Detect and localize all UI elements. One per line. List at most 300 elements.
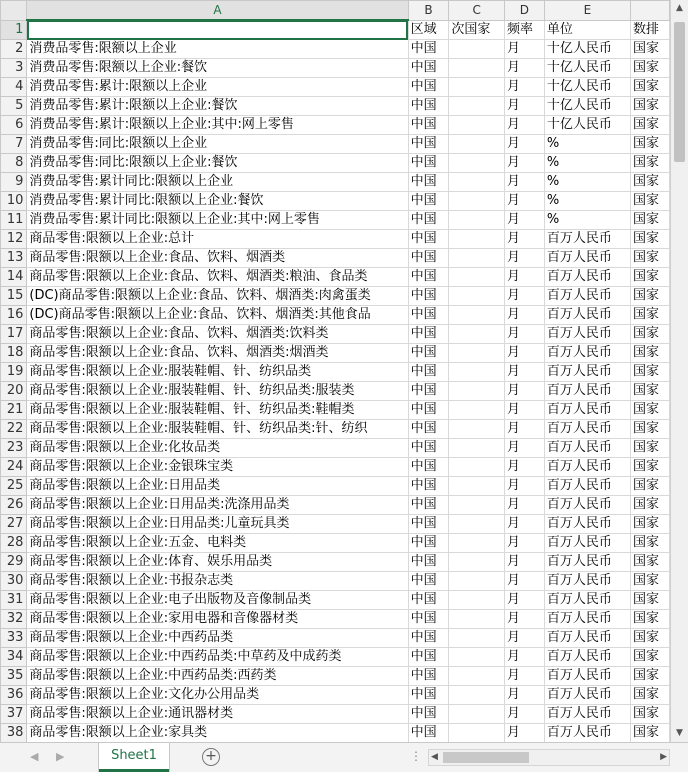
cell-b[interactable]: 中国 bbox=[408, 667, 449, 686]
cell-e[interactable]: 十亿人民币 bbox=[544, 40, 630, 59]
cell-a[interactable]: 消费品零售:累计:限额以上企业:其中:网上零售 bbox=[27, 116, 408, 135]
cell-a[interactable]: 商品零售:限额以上企业:电子出版物及音像制品类 bbox=[27, 591, 408, 610]
cell-f[interactable]: 国家 bbox=[630, 420, 669, 439]
row-header[interactable]: 10 bbox=[1, 192, 27, 211]
cell-c[interactable] bbox=[449, 325, 505, 344]
cell-c[interactable] bbox=[449, 382, 505, 401]
cell-d[interactable]: 月 bbox=[504, 401, 544, 420]
cell-c[interactable] bbox=[449, 477, 505, 496]
row-header[interactable]: 16 bbox=[1, 306, 27, 325]
cell-e[interactable]: 百万人民币 bbox=[544, 553, 630, 572]
cell-f[interactable]: 国家 bbox=[630, 648, 669, 667]
cell-e[interactable]: 百万人民币 bbox=[544, 306, 630, 325]
cell-d[interactable]: 月 bbox=[504, 306, 544, 325]
cell-d[interactable]: 月 bbox=[504, 211, 544, 230]
cell-c[interactable] bbox=[449, 135, 505, 154]
cell-e[interactable]: 百万人民币 bbox=[544, 230, 630, 249]
table-row bbox=[1, 591, 670, 610]
cell-a[interactable]: 消费品零售:累计同比:限额以上企业:其中:网上零售 bbox=[27, 211, 408, 230]
row-header[interactable]: 1 bbox=[1, 20, 27, 40]
cell-a[interactable]: 商品零售:限额以上企业:金银珠宝类 bbox=[27, 458, 408, 477]
cell-c[interactable] bbox=[449, 591, 505, 610]
cell-f[interactable]: 国家 bbox=[630, 496, 669, 515]
cell-a[interactable]: 商品零售:限额以上企业:体育、娱乐用品类 bbox=[27, 553, 408, 572]
cell-f[interactable]: 国家 bbox=[630, 439, 669, 458]
cell-b[interactable]: 中国 bbox=[408, 382, 449, 401]
cell-b[interactable]: 中国 bbox=[408, 591, 449, 610]
column-header-c[interactable]: C bbox=[449, 1, 505, 21]
row-header[interactable]: 14 bbox=[1, 268, 27, 287]
cell-e[interactable]: 十亿人民币 bbox=[544, 97, 630, 116]
cell-c[interactable] bbox=[449, 173, 505, 192]
cell-a[interactable]: 商品零售:限额以上企业:中西药品类:中草药及中成药类 bbox=[27, 648, 408, 667]
cell-b[interactable]: 中国 bbox=[408, 534, 449, 553]
cell-c[interactable] bbox=[449, 420, 505, 439]
row-header[interactable]: 2 bbox=[1, 40, 27, 59]
row-header[interactable]: 33 bbox=[1, 629, 27, 648]
row-header[interactable]: 22 bbox=[1, 420, 27, 439]
cell-c[interactable] bbox=[449, 572, 505, 591]
cell-a[interactable]: (DC)商品零售:限额以上企业:食品、饮料、烟酒类:其他食品 bbox=[27, 306, 408, 325]
cell-f[interactable]: 国家 bbox=[630, 610, 669, 629]
scroll-up-icon[interactable]: ▲ bbox=[676, 3, 683, 13]
cell-a[interactable]: 商品零售:限额以上企业:食品、饮料、烟酒类:饮料类 bbox=[27, 325, 408, 344]
cell-e[interactable]: 百万人民币 bbox=[544, 591, 630, 610]
cell-f[interactable]: 国家 bbox=[630, 287, 669, 306]
cell-c[interactable] bbox=[449, 249, 505, 268]
cell-c[interactable] bbox=[449, 268, 505, 287]
cell-c[interactable] bbox=[449, 211, 505, 230]
vertical-scrollbar[interactable] bbox=[670, 0, 688, 742]
cell-e[interactable]: 百万人民币 bbox=[544, 268, 630, 287]
cell-f[interactable]: 国家 bbox=[630, 686, 669, 705]
cell-d[interactable]: 月 bbox=[504, 78, 544, 97]
row-header[interactable]: 5 bbox=[1, 97, 27, 116]
cell-f[interactable]: 国家 bbox=[630, 116, 669, 135]
cell-c[interactable] bbox=[449, 515, 505, 534]
column-header-d[interactable]: D bbox=[504, 1, 544, 21]
cell-f[interactable]: 国家 bbox=[630, 667, 669, 686]
row-header[interactable]: 30 bbox=[1, 572, 27, 591]
cell-b[interactable]: 中国 bbox=[408, 59, 449, 78]
cell-f[interactable]: 国家 bbox=[630, 97, 669, 116]
cell-c[interactable] bbox=[449, 553, 505, 572]
cell-f[interactable]: 国家 bbox=[630, 629, 669, 648]
cell-a[interactable]: (DC)商品零售:限额以上企业:食品、饮料、烟酒类:肉禽蛋类 bbox=[27, 287, 408, 306]
cell-f[interactable]: 国家 bbox=[630, 268, 669, 287]
cell-f[interactable]: 国家 bbox=[630, 154, 669, 173]
cell-b[interactable]: 中国 bbox=[408, 230, 449, 249]
row-header[interactable]: 18 bbox=[1, 344, 27, 363]
cell-b[interactable]: 中国 bbox=[408, 363, 449, 382]
row-header[interactable]: 3 bbox=[1, 59, 27, 78]
cell-a[interactable]: 消费品零售:累计同比:限额以上企业:餐饮 bbox=[27, 192, 408, 211]
cell-d[interactable]: 月 bbox=[504, 325, 544, 344]
cell-e[interactable]: 百万人民币 bbox=[544, 496, 630, 515]
cell-b[interactable]: 中国 bbox=[408, 420, 449, 439]
cell-e[interactable]: 十亿人民币 bbox=[544, 59, 630, 78]
cell-e[interactable]: 百万人民币 bbox=[544, 648, 630, 667]
cell-e[interactable]: 百万人民币 bbox=[544, 287, 630, 306]
row-header[interactable]: 11 bbox=[1, 211, 27, 230]
row-header[interactable]: 21 bbox=[1, 401, 27, 420]
cell-f[interactable]: 国家 bbox=[630, 59, 669, 78]
row-header[interactable]: 4 bbox=[1, 78, 27, 97]
cell-c[interactable] bbox=[449, 154, 505, 173]
cell-d[interactable]: 月 bbox=[504, 610, 544, 629]
row-header[interactable]: 28 bbox=[1, 534, 27, 553]
row-header[interactable]: 26 bbox=[1, 496, 27, 515]
row-header[interactable]: 32 bbox=[1, 610, 27, 629]
row-header[interactable]: 15 bbox=[1, 287, 27, 306]
table-row bbox=[1, 116, 670, 135]
cell-f[interactable]: 国家 bbox=[630, 401, 669, 420]
cell-b[interactable]: 中国 bbox=[408, 610, 449, 629]
table-row bbox=[1, 553, 670, 572]
cell-a[interactable]: 消费品零售:限额以上企业 bbox=[27, 40, 408, 59]
cell-f[interactable]: 国家 bbox=[630, 458, 669, 477]
cell-e[interactable]: % bbox=[544, 173, 630, 192]
row-header[interactable]: 13 bbox=[1, 249, 27, 268]
cell-b[interactable]: 中国 bbox=[408, 268, 449, 287]
cell-c1[interactable]: 次国家 bbox=[449, 20, 505, 40]
row-header[interactable]: 25 bbox=[1, 477, 27, 496]
cell-e[interactable]: 百万人民币 bbox=[544, 705, 630, 724]
cell-a[interactable]: 商品零售:限额以上企业:食品、饮料、烟酒类 bbox=[27, 249, 408, 268]
cell-e[interactable]: 百万人民币 bbox=[544, 572, 630, 591]
cell-e[interactable]: 百万人民币 bbox=[544, 249, 630, 268]
cell-e[interactable]: 百万人民币 bbox=[544, 458, 630, 477]
cell-e[interactable]: 百万人民币 bbox=[544, 439, 630, 458]
row-header[interactable]: 19 bbox=[1, 363, 27, 382]
column-header-f[interactable] bbox=[630, 1, 669, 21]
cell-e[interactable]: 百万人民币 bbox=[544, 515, 630, 534]
cell-f[interactable]: 国家 bbox=[630, 173, 669, 192]
cell-f[interactable]: 国家 bbox=[630, 553, 669, 572]
cell-b[interactable]: 中国 bbox=[408, 477, 449, 496]
cell-a[interactable]: 商品零售:限额以上企业:通讯器材类 bbox=[27, 705, 408, 724]
table-row bbox=[1, 686, 670, 705]
cell-c[interactable] bbox=[449, 610, 505, 629]
cell-d[interactable]: 月 bbox=[504, 591, 544, 610]
cell-f[interactable]: 国家 bbox=[630, 306, 669, 325]
cell-c[interactable] bbox=[449, 59, 505, 78]
cell-c[interactable] bbox=[449, 686, 505, 705]
scroll-right-icon[interactable]: ▶ bbox=[660, 752, 667, 762]
cell-e[interactable]: 百万人民币 bbox=[544, 534, 630, 553]
cell-a[interactable]: 商品零售:限额以上企业:服装鞋帽、针、纺织品类 bbox=[27, 363, 408, 382]
cell-a[interactable]: 商品零售:限额以上企业:食品、饮料、烟酒类:烟酒类 bbox=[27, 344, 408, 363]
cell-f[interactable]: 国家 bbox=[630, 192, 669, 211]
tab-sheet1[interactable]: Sheet1 bbox=[99, 743, 169, 772]
triangle-left-icon[interactable]: ◀ bbox=[30, 750, 39, 763]
row-header[interactable]: 37 bbox=[1, 705, 27, 724]
cell-b[interactable]: 中国 bbox=[408, 249, 449, 268]
cell-f[interactable]: 国家 bbox=[630, 230, 669, 249]
cell-c[interactable] bbox=[449, 724, 505, 743]
row-header[interactable]: 23 bbox=[1, 439, 27, 458]
cell-e[interactable]: 百万人民币 bbox=[544, 420, 630, 439]
cell-e[interactable]: 百万人民币 bbox=[544, 363, 630, 382]
cell-d[interactable]: 月 bbox=[504, 154, 544, 173]
cell-c[interactable] bbox=[449, 97, 505, 116]
cell-f[interactable]: 国家 bbox=[630, 515, 669, 534]
cell-c[interactable] bbox=[449, 40, 505, 59]
cell-c[interactable] bbox=[449, 78, 505, 97]
cell-a[interactable]: 消费品零售:限额以上企业:餐饮 bbox=[27, 59, 408, 78]
plus-circle-icon[interactable]: + bbox=[202, 748, 220, 766]
tab-split-handle-icon[interactable]: ⋮ bbox=[410, 749, 423, 763]
cell-c[interactable] bbox=[449, 344, 505, 363]
cell-e[interactable]: 百万人民币 bbox=[544, 610, 630, 629]
cell-b[interactable]: 中国 bbox=[408, 686, 449, 705]
scroll-down-icon[interactable]: ▼ bbox=[676, 728, 683, 738]
cell-a[interactable]: 商品零售:限额以上企业:中西药品类 bbox=[27, 629, 408, 648]
cell-d[interactable]: 月 bbox=[504, 363, 544, 382]
table-row bbox=[1, 724, 670, 743]
cell-c[interactable] bbox=[449, 496, 505, 515]
cell-c[interactable] bbox=[449, 287, 505, 306]
cell-c[interactable] bbox=[449, 705, 505, 724]
cell-d[interactable]: 月 bbox=[504, 705, 544, 724]
cell-d1[interactable]: 频率 bbox=[504, 20, 544, 40]
cell-b1[interactable]: 区域 bbox=[408, 20, 449, 40]
cell-e[interactable]: % bbox=[544, 135, 630, 154]
row-header[interactable]: 36 bbox=[1, 686, 27, 705]
cell-e[interactable]: 百万人民币 bbox=[544, 724, 630, 743]
cell-b[interactable]: 中国 bbox=[408, 325, 449, 344]
column-header-b[interactable]: B bbox=[408, 1, 449, 21]
cell-a[interactable]: 商品零售:限额以上企业:五金、电料类 bbox=[27, 534, 408, 553]
cell-f[interactable]: 国家 bbox=[630, 211, 669, 230]
cell-d[interactable]: 月 bbox=[504, 439, 544, 458]
row-header[interactable]: 31 bbox=[1, 591, 27, 610]
cell-a[interactable]: 商品零售:限额以上企业:日用品类:儿童玩具类 bbox=[27, 515, 408, 534]
cell-d[interactable]: 月 bbox=[504, 667, 544, 686]
cell-b[interactable]: 中国 bbox=[408, 572, 449, 591]
cell-d[interactable]: 月 bbox=[504, 572, 544, 591]
cell-b[interactable]: 中国 bbox=[408, 458, 449, 477]
cell-a[interactable]: 商品零售:限额以上企业:服装鞋帽、针、纺织品类:服装类 bbox=[27, 382, 408, 401]
cell-a[interactable]: 商品零售:限额以上企业:总计 bbox=[27, 230, 408, 249]
cell-d[interactable]: 月 bbox=[504, 686, 544, 705]
cell-d[interactable]: 月 bbox=[504, 458, 544, 477]
cell-a[interactable]: 消费品零售:同比:限额以上企业 bbox=[27, 135, 408, 154]
row-header[interactable]: 27 bbox=[1, 515, 27, 534]
cell-d[interactable]: 月 bbox=[504, 724, 544, 743]
row-header[interactable]: 17 bbox=[1, 325, 27, 344]
row-header[interactable]: 35 bbox=[1, 667, 27, 686]
horizontal-scrollbar[interactable] bbox=[428, 749, 670, 766]
cell-c[interactable] bbox=[449, 306, 505, 325]
cell-d[interactable]: 月 bbox=[504, 515, 544, 534]
cell-a[interactable]: 消费品零售:累计:限额以上企业 bbox=[27, 78, 408, 97]
column-header-a[interactable]: A bbox=[27, 1, 408, 21]
cell-d[interactable]: 月 bbox=[504, 230, 544, 249]
row-header[interactable]: 12 bbox=[1, 230, 27, 249]
cell-e[interactable]: 百万人民币 bbox=[544, 667, 630, 686]
cell-b[interactable]: 中国 bbox=[408, 173, 449, 192]
cell-a[interactable]: 消费品零售:同比:限额以上企业:餐饮 bbox=[27, 154, 408, 173]
cell-c[interactable] bbox=[449, 534, 505, 553]
row-header[interactable]: 9 bbox=[1, 173, 27, 192]
cell-e[interactable]: % bbox=[544, 192, 630, 211]
cell-a[interactable]: 商品零售:限额以上企业:日用品类 bbox=[27, 477, 408, 496]
cell-d[interactable]: 月 bbox=[504, 59, 544, 78]
cell-b[interactable]: 中国 bbox=[408, 553, 449, 572]
cell-f[interactable]: 国家 bbox=[630, 40, 669, 59]
cell-d[interactable]: 月 bbox=[504, 534, 544, 553]
row-header[interactable]: 34 bbox=[1, 648, 27, 667]
cell-e[interactable]: 百万人民币 bbox=[544, 344, 630, 363]
cell-a[interactable]: 商品零售:限额以上企业:日用品类:洗涤用品类 bbox=[27, 496, 408, 515]
cell-d[interactable]: 月 bbox=[504, 287, 544, 306]
cell-c[interactable] bbox=[449, 458, 505, 477]
cell-b[interactable]: 中国 bbox=[408, 648, 449, 667]
scroll-left-icon[interactable]: ◀ bbox=[431, 752, 438, 762]
row-header[interactable]: 38 bbox=[1, 724, 27, 743]
cell-b[interactable]: 中国 bbox=[408, 401, 449, 420]
row-header[interactable]: 8 bbox=[1, 154, 27, 173]
cell-f[interactable]: 国家 bbox=[630, 249, 669, 268]
cell-b[interactable]: 中国 bbox=[408, 78, 449, 97]
cell-d[interactable]: 月 bbox=[504, 553, 544, 572]
cell-b[interactable]: 中国 bbox=[408, 135, 449, 154]
cell-c[interactable] bbox=[449, 629, 505, 648]
cell-e[interactable]: 百万人民币 bbox=[544, 401, 630, 420]
cell-b[interactable]: 中国 bbox=[408, 629, 449, 648]
cell-b[interactable]: 中国 bbox=[408, 724, 449, 743]
cell-e[interactable]: 十亿人民币 bbox=[544, 78, 630, 97]
cell-a[interactable]: 商品零售:限额以上企业:服装鞋帽、针、纺织品类:针、纺织 bbox=[27, 420, 408, 439]
cell-d[interactable]: 月 bbox=[504, 97, 544, 116]
cell-c[interactable] bbox=[449, 667, 505, 686]
cell-b[interactable]: 中国 bbox=[408, 515, 449, 534]
row-header[interactable]: 6 bbox=[1, 116, 27, 135]
row-header[interactable]: 29 bbox=[1, 553, 27, 572]
cell-f[interactable]: 国家 bbox=[630, 572, 669, 591]
cell-c[interactable] bbox=[449, 648, 505, 667]
cell-e[interactable]: 百万人民币 bbox=[544, 686, 630, 705]
cell-d[interactable]: 月 bbox=[504, 382, 544, 401]
cell-e[interactable]: 十亿人民币 bbox=[544, 116, 630, 135]
cell-f[interactable]: 国家 bbox=[630, 325, 669, 344]
cell-b[interactable]: 中国 bbox=[408, 97, 449, 116]
cell-f[interactable]: 国家 bbox=[630, 344, 669, 363]
cell-f[interactable]: 国家 bbox=[630, 363, 669, 382]
cell-b[interactable]: 中国 bbox=[408, 40, 449, 59]
cell-d[interactable]: 月 bbox=[504, 477, 544, 496]
cell-f[interactable]: 国家 bbox=[630, 477, 669, 496]
cell-f1[interactable]: 数排 bbox=[630, 20, 669, 40]
vertical-scroll-thumb[interactable] bbox=[674, 22, 685, 162]
cell-a[interactable]: 商品零售:限额以上企业:中西药品类:西药类 bbox=[27, 667, 408, 686]
cell-a[interactable]: 商品零售:限额以上企业:家用电器和音像器材类 bbox=[27, 610, 408, 629]
row-header[interactable]: 20 bbox=[1, 382, 27, 401]
cell-a[interactable]: 商品零售:限额以上企业:书报杂志类 bbox=[27, 572, 408, 591]
cell-a1[interactable] bbox=[27, 20, 408, 40]
cell-f[interactable]: 国家 bbox=[630, 78, 669, 97]
cell-c[interactable] bbox=[449, 439, 505, 458]
column-header-e[interactable]: E bbox=[544, 1, 630, 21]
cell-f[interactable]: 国家 bbox=[630, 534, 669, 553]
cell-f[interactable]: 国家 bbox=[630, 705, 669, 724]
cell-a[interactable]: 商品零售:限额以上企业:家具类 bbox=[27, 724, 408, 743]
cell-b[interactable]: 中国 bbox=[408, 287, 449, 306]
cell-d[interactable]: 月 bbox=[504, 420, 544, 439]
table-row bbox=[1, 382, 670, 401]
cell-f[interactable]: 国家 bbox=[630, 135, 669, 154]
cell-a[interactable]: 商品零售:限额以上企业:食品、饮料、烟酒类:粮油、食品类 bbox=[27, 268, 408, 287]
row-header[interactable]: 7 bbox=[1, 135, 27, 154]
table-row bbox=[1, 97, 670, 116]
cell-b[interactable]: 中国 bbox=[408, 439, 449, 458]
cell-e[interactable]: % bbox=[544, 211, 630, 230]
cell-a[interactable]: 消费品零售:累计:限额以上企业:餐饮 bbox=[27, 97, 408, 116]
cell-b[interactable]: 中国 bbox=[408, 192, 449, 211]
cell-e[interactable]: % bbox=[544, 154, 630, 173]
table-row bbox=[1, 249, 670, 268]
cell-b[interactable]: 中国 bbox=[408, 344, 449, 363]
row-header[interactable]: 24 bbox=[1, 458, 27, 477]
cell-e[interactable]: 百万人民币 bbox=[544, 382, 630, 401]
cell-d[interactable]: 月 bbox=[504, 192, 544, 211]
table-row bbox=[1, 306, 670, 325]
cell-b[interactable]: 中国 bbox=[408, 496, 449, 515]
cell-b[interactable]: 中国 bbox=[408, 211, 449, 230]
cell-d[interactable]: 月 bbox=[504, 268, 544, 287]
cell-f[interactable]: 国家 bbox=[630, 724, 669, 743]
cell-c[interactable] bbox=[449, 401, 505, 420]
cell-d[interactable]: 月 bbox=[504, 629, 544, 648]
table-row bbox=[1, 667, 670, 686]
cell-c[interactable] bbox=[449, 363, 505, 382]
cell-d[interactable]: 月 bbox=[504, 496, 544, 515]
cell-c[interactable] bbox=[449, 116, 505, 135]
cell-b[interactable]: 中国 bbox=[408, 116, 449, 135]
cell-f[interactable]: 国家 bbox=[630, 591, 669, 610]
cell-d[interactable]: 月 bbox=[504, 40, 544, 59]
cell-f[interactable]: 国家 bbox=[630, 382, 669, 401]
cell-b[interactable]: 中国 bbox=[408, 306, 449, 325]
cell-a[interactable]: 消费品零售:累计同比:限额以上企业 bbox=[27, 173, 408, 192]
table-row bbox=[1, 534, 670, 553]
cell-d[interactable]: 月 bbox=[504, 249, 544, 268]
cell-c[interactable] bbox=[449, 230, 505, 249]
cell-a[interactable]: 商品零售:限额以上企业:文化办公用品类 bbox=[27, 686, 408, 705]
cell-b[interactable]: 中国 bbox=[408, 705, 449, 724]
cell-a[interactable]: 商品零售:限额以上企业:化妆品类 bbox=[27, 439, 408, 458]
select-all-corner[interactable] bbox=[1, 1, 27, 21]
cell-d[interactable]: 月 bbox=[504, 648, 544, 667]
cell-d[interactable]: 月 bbox=[504, 344, 544, 363]
column-header-row bbox=[1, 1, 670, 21]
triangle-right-icon[interactable]: ▶ bbox=[56, 750, 65, 763]
table-row bbox=[1, 420, 670, 439]
cell-d[interactable]: 月 bbox=[504, 116, 544, 135]
cell-a[interactable]: 商品零售:限额以上企业:服装鞋帽、针、纺织品类:鞋帽类 bbox=[27, 401, 408, 420]
cell-d[interactable]: 月 bbox=[504, 173, 544, 192]
horizontal-scroll-thumb[interactable] bbox=[443, 752, 529, 763]
cell-c[interactable] bbox=[449, 192, 505, 211]
cell-d[interactable]: 月 bbox=[504, 135, 544, 154]
cell-e[interactable]: 百万人民币 bbox=[544, 325, 630, 344]
cell-e1[interactable]: 单位 bbox=[544, 20, 630, 40]
cell-e[interactable]: 百万人民币 bbox=[544, 629, 630, 648]
cell-e[interactable]: 百万人民币 bbox=[544, 477, 630, 496]
cell-b[interactable]: 中国 bbox=[408, 154, 449, 173]
table-row bbox=[1, 458, 670, 477]
